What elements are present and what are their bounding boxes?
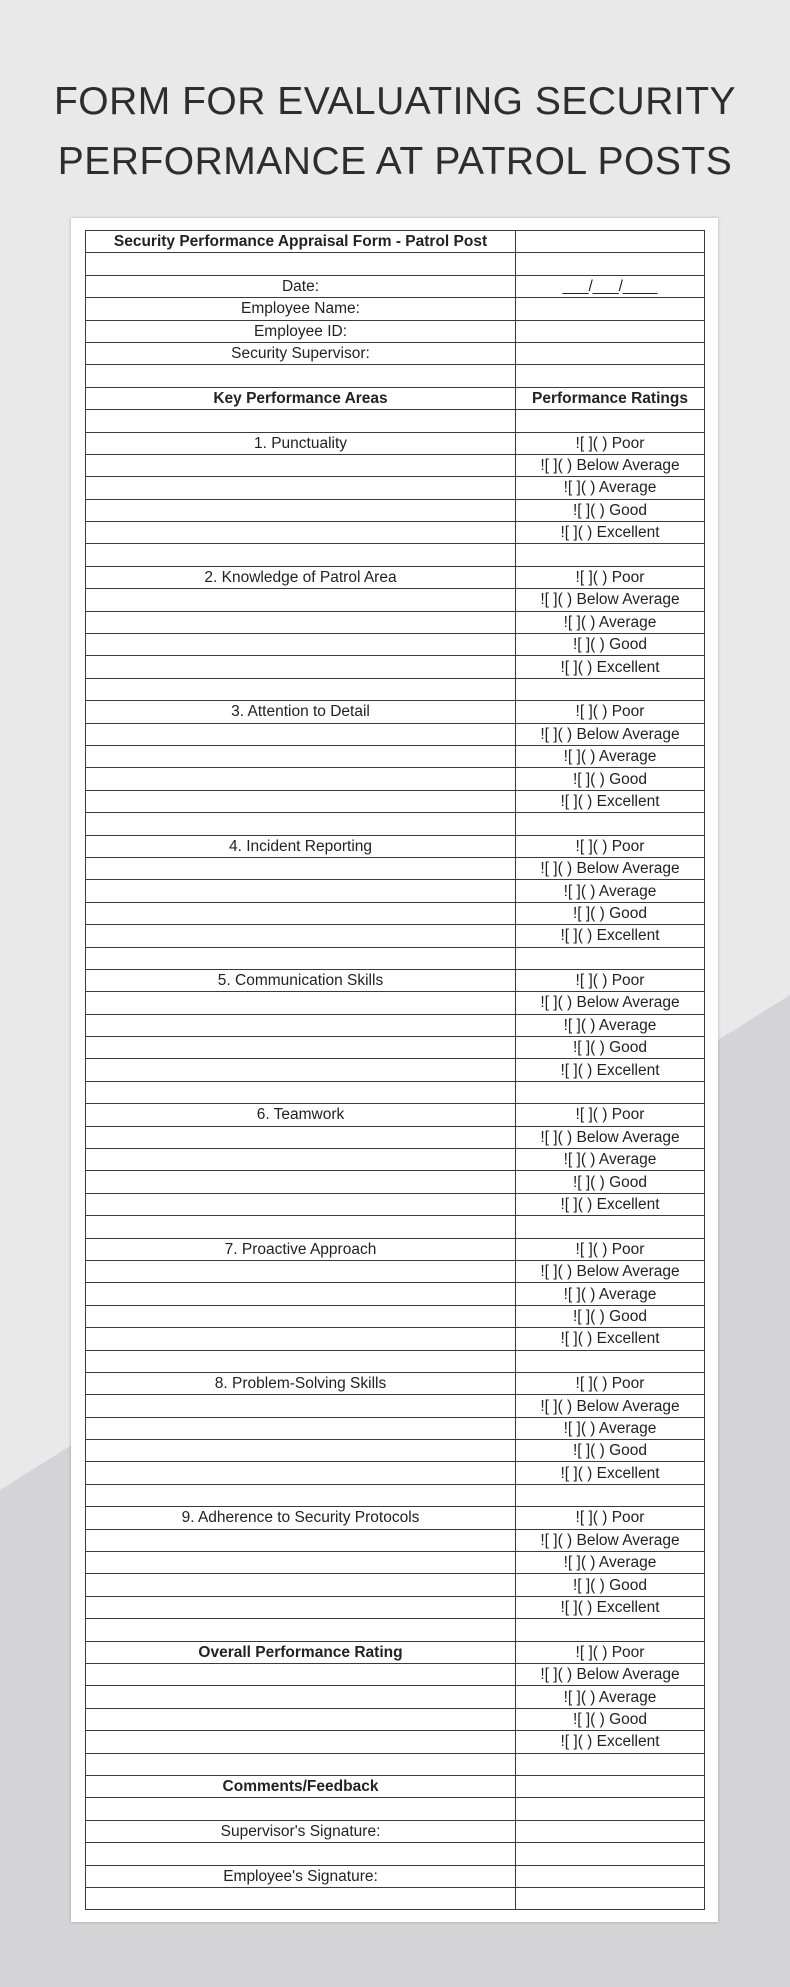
- rating-option[interactable]: ![ ]( ) Good: [516, 499, 705, 521]
- form-field-label: [86, 1350, 516, 1372]
- form-field-label: [86, 1664, 516, 1686]
- form-field-value[interactable]: [516, 1753, 705, 1775]
- form-field-label: [86, 589, 516, 611]
- form-row: [86, 1260, 705, 1282]
- form-row: [86, 1798, 705, 1820]
- rating-option[interactable]: ![ ]( ) Below Average: [516, 1529, 705, 1551]
- rating-option[interactable]: ![ ]( ) Excellent: [516, 1193, 705, 1215]
- form-field-value[interactable]: [516, 1887, 705, 1909]
- form-field-label: [86, 365, 516, 387]
- rating-option[interactable]: ![ ]( ) Below Average: [516, 992, 705, 1014]
- rating-option[interactable]: ![ ]( ) Poor: [516, 835, 705, 857]
- rating-option[interactable]: ![ ]( ) Excellent: [516, 1731, 705, 1753]
- form-row: [86, 1440, 705, 1462]
- form-row: [86, 1350, 705, 1372]
- rating-option[interactable]: ![ ]( ) Average: [516, 1686, 705, 1708]
- form-row: [86, 1641, 705, 1663]
- form-row: [86, 454, 705, 476]
- form-row: [86, 1820, 705, 1842]
- form-row: [86, 1372, 705, 1394]
- rating-option[interactable]: ![ ]( ) Average: [516, 1552, 705, 1574]
- form-row: [86, 678, 705, 700]
- form-row: [86, 589, 705, 611]
- form-field-label: 5. Communication Skills: [86, 969, 516, 991]
- rating-option[interactable]: ![ ]( ) Poor: [516, 566, 705, 588]
- form-field-label: [86, 1193, 516, 1215]
- form-field-label: [86, 947, 516, 969]
- form-row: [86, 499, 705, 521]
- form-row: [86, 1126, 705, 1148]
- rating-option[interactable]: ![ ]( ) Below Average: [516, 1664, 705, 1686]
- rating-option[interactable]: ![ ]( ) Good: [516, 1708, 705, 1730]
- form-row: [86, 992, 705, 1014]
- rating-option[interactable]: ![ ]( ) Below Average: [516, 1395, 705, 1417]
- rating-option[interactable]: ![ ]( ) Excellent: [516, 522, 705, 544]
- rating-option[interactable]: ![ ]( ) Below Average: [516, 723, 705, 745]
- rating-option[interactable]: ![ ]( ) Average: [516, 745, 705, 767]
- form-field-label: [86, 454, 516, 476]
- form-field-label: [86, 410, 516, 432]
- form-field-label: [86, 723, 516, 745]
- rating-option[interactable]: ![ ]( ) Below Average: [516, 857, 705, 879]
- rating-option[interactable]: ![ ]( ) Good: [516, 634, 705, 656]
- form-field-label: [86, 1260, 516, 1282]
- form-field-label: [86, 902, 516, 924]
- form-field-label: [86, 1574, 516, 1596]
- form-field-label: [86, 1014, 516, 1036]
- form-field-label: 6. Teamwork: [86, 1104, 516, 1126]
- form-field-label: 9. Adherence to Security Protocols: [86, 1507, 516, 1529]
- form-row: [86, 925, 705, 947]
- form-row: [86, 1395, 705, 1417]
- rating-option[interactable]: ![ ]( ) Average: [516, 1149, 705, 1171]
- rating-option[interactable]: ![ ]( ) Below Average: [516, 589, 705, 611]
- form-field-label: [86, 1283, 516, 1305]
- form-field-value[interactable]: [516, 342, 705, 364]
- form-field-label: [86, 1395, 516, 1417]
- form-row: [86, 253, 705, 275]
- form-field-label: Comments/Feedback: [86, 1775, 516, 1797]
- form-field-value[interactable]: [516, 253, 705, 275]
- form-row: [86, 1843, 705, 1865]
- form-row: [86, 1507, 705, 1529]
- rating-option[interactable]: ![ ]( ) Excellent: [516, 1059, 705, 1081]
- form-row: [86, 1708, 705, 1730]
- form-row: [86, 231, 705, 253]
- form-field-label: [86, 745, 516, 767]
- form-row: [86, 1283, 705, 1305]
- form-field-label: [86, 1059, 516, 1081]
- rating-option[interactable]: ![ ]( ) Excellent: [516, 656, 705, 678]
- form-row: [86, 723, 705, 745]
- rating-option[interactable]: ![ ]( ) Good: [516, 902, 705, 924]
- form-row: [86, 790, 705, 812]
- form-row: [86, 1014, 705, 1036]
- form-row: [86, 1596, 705, 1618]
- rating-option[interactable]: ![ ]( ) Good: [516, 1440, 705, 1462]
- rating-option[interactable]: ![ ]( ) Poor: [516, 1372, 705, 1394]
- form-row: [86, 275, 705, 297]
- form-field-label: [86, 1440, 516, 1462]
- form-field-label: Security Performance Appraisal Form - Patrol Post: [86, 231, 516, 253]
- form-field-value[interactable]: [516, 1865, 705, 1887]
- rating-option[interactable]: ![ ]( ) Poor: [516, 969, 705, 991]
- rating-option[interactable]: ![ ]( ) Excellent: [516, 925, 705, 947]
- form-field-label: Employee Name:: [86, 298, 516, 320]
- form-field-value[interactable]: [516, 410, 705, 432]
- form-field-label: Supervisor's Signature:: [86, 1820, 516, 1842]
- form-field-label: Security Supervisor:: [86, 342, 516, 364]
- form-row: [86, 1462, 705, 1484]
- rating-option[interactable]: ![ ]( ) Poor: [516, 1641, 705, 1663]
- form-row: [86, 1149, 705, 1171]
- form-field-label: Employee ID:: [86, 320, 516, 342]
- rating-option[interactable]: ![ ]( ) Average: [516, 1417, 705, 1439]
- form-field-label: [86, 1753, 516, 1775]
- form-field-label: [86, 1619, 516, 1641]
- form-row: [86, 1417, 705, 1439]
- form-field-label: [86, 1081, 516, 1103]
- form-row: [86, 902, 705, 924]
- form-field-label: [86, 656, 516, 678]
- form-field-label: [86, 1596, 516, 1618]
- form-row: [86, 1328, 705, 1350]
- form-field-value[interactable]: [516, 320, 705, 342]
- form-row: [86, 1686, 705, 1708]
- form-field-label: [86, 1798, 516, 1820]
- form-row: [86, 1887, 705, 1909]
- form-row: [86, 611, 705, 633]
- rating-option[interactable]: ![ ]( ) Good: [516, 1171, 705, 1193]
- form-field-label: [86, 1552, 516, 1574]
- form-row: [86, 387, 705, 409]
- rating-option[interactable]: ![ ]( ) Poor: [516, 432, 705, 454]
- form-field-label: [86, 1171, 516, 1193]
- form-field-label: [86, 768, 516, 790]
- form-row: [86, 1731, 705, 1753]
- form-row: [86, 745, 705, 767]
- form-row: [86, 701, 705, 723]
- form-row: [86, 813, 705, 835]
- rating-option[interactable]: ![ ]( ) Average: [516, 611, 705, 633]
- form-row: [86, 477, 705, 499]
- form-field-label: 2. Knowledge of Patrol Area: [86, 566, 516, 588]
- rating-option[interactable]: ![ ]( ) Good: [516, 1574, 705, 1596]
- form-row: [86, 432, 705, 454]
- form-field-value[interactable]: [516, 1843, 705, 1865]
- form-row: [86, 768, 705, 790]
- form-field-label: [86, 1216, 516, 1238]
- form-field-label: [86, 477, 516, 499]
- form-field-label: [86, 678, 516, 700]
- form-field-label: [86, 522, 516, 544]
- form-field-label: [86, 1887, 516, 1909]
- form-row: [86, 1193, 705, 1215]
- form-row: [86, 880, 705, 902]
- form-row: [86, 410, 705, 432]
- form-field-label: [86, 1484, 516, 1506]
- page-title: [0, 72, 790, 192]
- form-row: [86, 947, 705, 969]
- form-row: [86, 1865, 705, 1887]
- form-field-label: [86, 1708, 516, 1730]
- form-row: [86, 1484, 705, 1506]
- form-field-label: [86, 499, 516, 521]
- rating-option[interactable]: ![ ]( ) Excellent: [516, 790, 705, 812]
- rating-option[interactable]: ![ ]( ) Average: [516, 880, 705, 902]
- form-field-label: [86, 253, 516, 275]
- form-field-label: [86, 1417, 516, 1439]
- form-field-label: Employee's Signature:: [86, 1865, 516, 1887]
- form-field-value[interactable]: [516, 678, 705, 700]
- form-field-value[interactable]: [516, 1350, 705, 1372]
- form-field-value[interactable]: [516, 1798, 705, 1820]
- form-field-label: Overall Performance Rating: [86, 1641, 516, 1663]
- form-field-value[interactable]: [516, 1484, 705, 1506]
- form-field-label: [86, 634, 516, 656]
- form-row: [86, 1529, 705, 1551]
- form-field-label: [86, 544, 516, 566]
- form-field-label: [86, 1305, 516, 1327]
- form-field-label: [86, 880, 516, 902]
- form-field-label: 7. Proactive Approach: [86, 1238, 516, 1260]
- form-field-value[interactable]: [516, 365, 705, 387]
- form-field-value[interactable]: [516, 1820, 705, 1842]
- form-field-label: [86, 992, 516, 1014]
- form-row: [86, 1238, 705, 1260]
- form-field-label: [86, 790, 516, 812]
- form-row: [86, 1059, 705, 1081]
- form-row: [86, 1753, 705, 1775]
- rating-option[interactable]: ![ ]( ) Excellent: [516, 1596, 705, 1618]
- rating-option[interactable]: ![ ]( ) Average: [516, 1014, 705, 1036]
- form-row: [86, 1619, 705, 1641]
- rating-option[interactable]: ![ ]( ) Good: [516, 768, 705, 790]
- form-field-label: [86, 1843, 516, 1865]
- form-row: [86, 1552, 705, 1574]
- form-row: [86, 1574, 705, 1596]
- form-field-label: [86, 1686, 516, 1708]
- rating-option[interactable]: ![ ]( ) Poor: [516, 701, 705, 723]
- form-row: [86, 634, 705, 656]
- rating-option[interactable]: ![ ]( ) Good: [516, 1305, 705, 1327]
- form-field-value[interactable]: [516, 1775, 705, 1797]
- form-field-label: 8. Problem-Solving Skills: [86, 1372, 516, 1394]
- form-row: [86, 857, 705, 879]
- rating-option[interactable]: ![ ]( ) Below Average: [516, 1260, 705, 1282]
- form-row: [86, 1171, 705, 1193]
- form-row: [86, 1775, 705, 1797]
- form-row: [86, 522, 705, 544]
- rating-option[interactable]: ![ ]( ) Below Average: [516, 1126, 705, 1148]
- form-field-value[interactable]: [516, 1619, 705, 1641]
- rating-option[interactable]: ![ ]( ) Good: [516, 1037, 705, 1059]
- rating-option[interactable]: ![ ]( ) Below Average: [516, 454, 705, 476]
- form-field-label: [86, 611, 516, 633]
- form-row: [86, 1216, 705, 1238]
- form-row: [86, 544, 705, 566]
- form-sheet: [71, 218, 718, 1922]
- form-field-label: [86, 925, 516, 947]
- rating-option[interactable]: ![ ]( ) Average: [516, 477, 705, 499]
- form-row: [86, 1037, 705, 1059]
- appraisal-form-table: [85, 230, 705, 1910]
- form-field-label: [86, 857, 516, 879]
- form-field-label: Key Performance Areas: [86, 387, 516, 409]
- form-field-label: 1. Punctuality: [86, 432, 516, 454]
- rating-option[interactable]: ![ ]( ) Poor: [516, 1104, 705, 1126]
- form-field-label: [86, 1328, 516, 1350]
- form-field-label: [86, 813, 516, 835]
- form-field-value[interactable]: [516, 1081, 705, 1103]
- form-row: [86, 566, 705, 588]
- form-row: [86, 1104, 705, 1126]
- form-row: [86, 1081, 705, 1103]
- form-field-label: [86, 1037, 516, 1059]
- form-field-label: [86, 1731, 516, 1753]
- rating-option[interactable]: ![ ]( ) Average: [516, 1283, 705, 1305]
- form-field-label: [86, 1462, 516, 1484]
- form-field-value[interactable]: [516, 231, 705, 253]
- form-row: [86, 969, 705, 991]
- page-title-line-2: PERFORMANCE AT PATROL POSTS: [57, 140, 733, 183]
- rating-option[interactable]: ___/___/____: [516, 275, 705, 297]
- form-field-label: 4. Incident Reporting: [86, 835, 516, 857]
- form-table-body: [86, 231, 705, 1910]
- form-field-label: [86, 1529, 516, 1551]
- form-field-value[interactable]: [516, 544, 705, 566]
- form-row: [86, 835, 705, 857]
- form-row: [86, 656, 705, 678]
- form-field-label: [86, 1126, 516, 1148]
- page-title-line-1: FORM FOR EVALUATING SECURITY: [53, 80, 737, 123]
- form-row: [86, 320, 705, 342]
- form-field-value[interactable]: [516, 1216, 705, 1238]
- form-field-value[interactable]: [516, 947, 705, 969]
- rating-option[interactable]: ![ ]( ) Excellent: [516, 1328, 705, 1350]
- form-row: [86, 1305, 705, 1327]
- form-row: [86, 342, 705, 364]
- rating-option[interactable]: ![ ]( ) Poor: [516, 1238, 705, 1260]
- rating-option[interactable]: Performance Ratings: [516, 387, 705, 409]
- rating-option[interactable]: ![ ]( ) Poor: [516, 1507, 705, 1529]
- form-row: [86, 365, 705, 387]
- form-row: [86, 298, 705, 320]
- form-field-value[interactable]: [516, 298, 705, 320]
- rating-option[interactable]: ![ ]( ) Excellent: [516, 1462, 705, 1484]
- form-field-label: [86, 1149, 516, 1171]
- form-field-value[interactable]: [516, 813, 705, 835]
- form-field-label: Date:: [86, 275, 516, 297]
- form-field-label: 3. Attention to Detail: [86, 701, 516, 723]
- form-row: [86, 1664, 705, 1686]
